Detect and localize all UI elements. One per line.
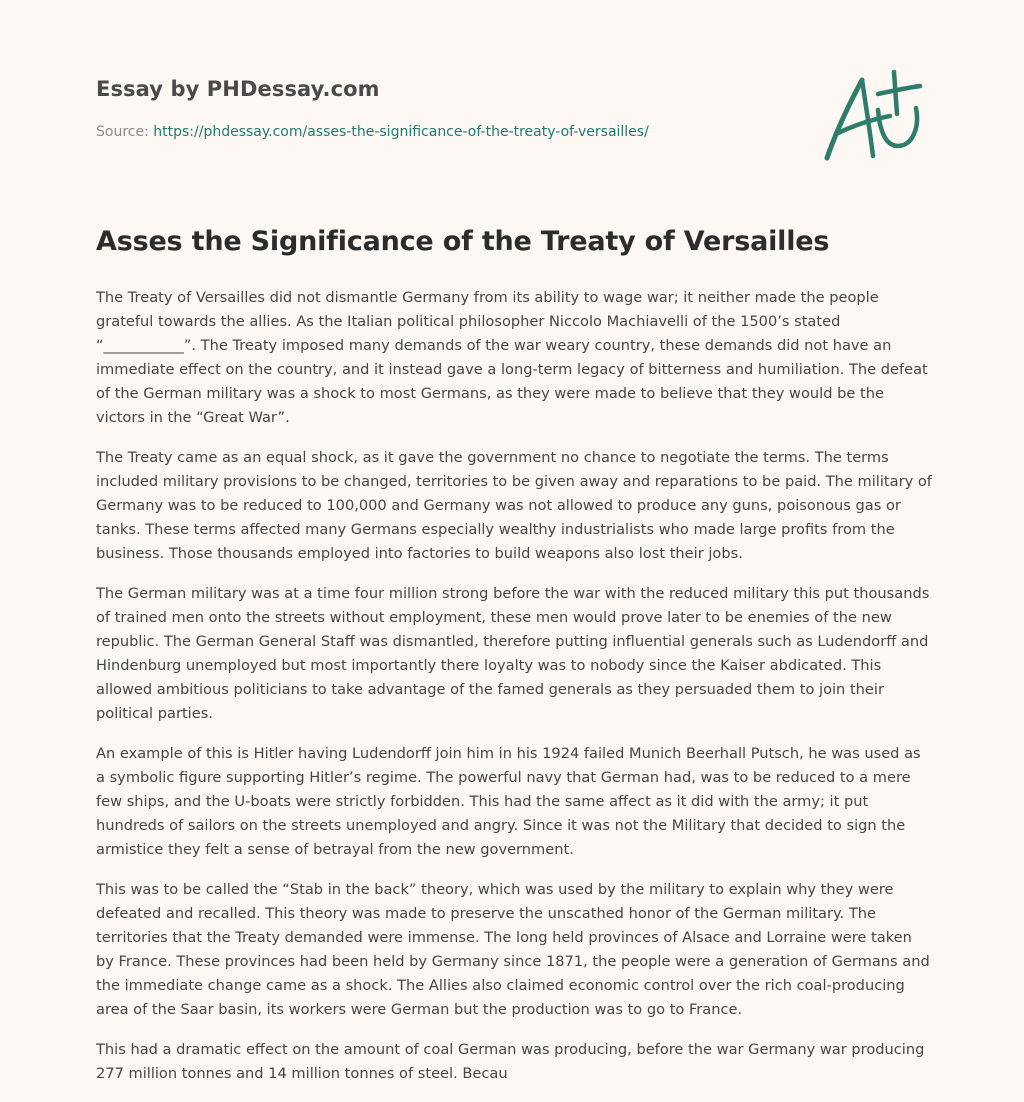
page-header [96,0,932,200]
essay-paragraph: An example of this is Hitler having Ludendorff join him in his 1924 failed Munich Beerhall Putsch, he was used as a symbolic figure supporting Hitler’s regime. The powerful navy that German had, was to be reduced to a mere few ships, and the U-boats were strictly forbidden. This had the same affect as it did with the army; it put hundreds of sailors on the streets unemployed and angry. Since it was not the Military that decided to sign the armistice they felt a sense of betrayal from the new government. [96,745,921,858]
essay-paragraph: The Treaty came as an equal shock, as it gave the government no chance to negotiate the terms. The terms included military provisions to be changed, territories to be given away and reparations to be paid. The military of Germany was to be reduced to 100,000 and Germany was not allowed to produce any guns, poisonous gas or tanks. These terms affected many Germans especially wealthy industrialists who made large profits from the business. Those thousands employed into factories to build weapons also lost their jobs. [96,449,932,562]
source-link[interactable]: https://phdessay.com/asses-the-significance-of-the-treaty-of-versailles/ [153,124,649,140]
site-brand: Essay by PHDessay.com [96,77,380,101]
essay-paragraph: This had a dramatic effect on the amount of coal German was producing, before the war Germany war producing 277 million tonnes and 14 million tonnes of steel. Becau [96,1041,925,1082]
source-line [96,124,649,140]
essay-paragraph: The German military was at a time four million strong before the war with the reduced military this put thousands of trained men onto the streets without employment, these men would prove later to be enemies of the new republic. The German General Staff was dismantled, therefore putting influential generals such as Ludendorff and Hindenburg unemployed but most importantly there loyalty was to nobody since the Kaiser abdicated. This allowed ambitious politicians to take advantage of the famed generals as they persuaded them to join their political parties. [96,585,930,722]
essay-title: Asses the Significance of the Treaty of Versailles [96,226,830,257]
a-plus-logo-icon [822,66,926,166]
essay-body [96,286,932,1102]
essay-paragraph: This was to be called the “Stab in the back” theory, which was used by the military to explain why they were defeated and recalled. This theory was made to preserve the unscathed honor of the German military. The territories that the Treaty demanded were immense. The long held provinces of Alsace and Lorraine were taken by France. These provinces had been held by Germany since 1871, the people were a generation of Germans and the immediate change came as a shock. The Allies also claimed economic control over the rich coal-producing area of the Saar basin, its workers were German but the production was to go to France. [96,881,930,1018]
essay-page [96,0,932,1082]
essay-paragraph: The Treaty of Versailles did not dismantle Germany from its ability to wage war; it neither made the people grateful towards the allies. As the Italian political philosopher Niccolo Machiavelli of the 1500’s stated “___________”. The Treaty imposed many demands of the war weary country, these demands did not have an immediate effect on the country, and it instead gave a long-term legacy of bitterness and humiliation. The defeat of the German military was a shock to most Germans, as they were made to believe that they would be the victors in the “Great War”. [96,289,928,426]
source-label: Source: [96,124,154,140]
